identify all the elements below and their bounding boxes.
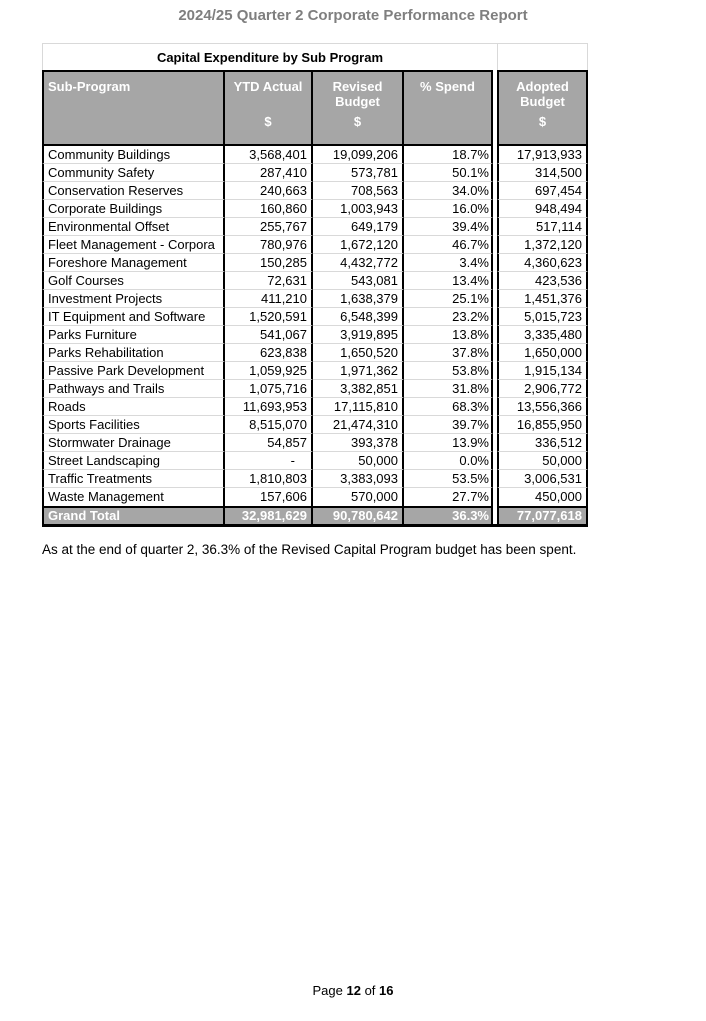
cell-sub-program: Passive Park Development <box>42 362 225 380</box>
cell-ytd-actual: 780,976 <box>225 236 313 254</box>
cell-sub-program: Community Buildings <box>42 146 225 164</box>
table-caption-row <box>42 43 588 70</box>
cell-revised-budget: 543,081 <box>313 272 404 290</box>
table-row <box>42 344 588 362</box>
table-caption-empty-cell <box>497 44 588 70</box>
table-caption: Capital Expenditure by Sub Program <box>42 44 497 70</box>
cell-revised-budget: 3,383,093 <box>313 470 404 488</box>
cell-revised-budget: 649,179 <box>313 218 404 236</box>
footer-of-word: of <box>364 983 376 998</box>
cell-revised-budget: 1,003,943 <box>313 200 404 218</box>
column-header-label: Adopted Budget <box>516 79 569 109</box>
table-row <box>42 218 588 236</box>
cell-sub-program: Environmental Offset <box>42 218 225 236</box>
column-unit: $ <box>353 114 362 129</box>
cell-pct-spend: 13.9% <box>404 434 493 452</box>
cell-adopted-budget: 16,855,950 <box>497 416 588 434</box>
footer-page-number: 12 <box>346 983 361 998</box>
cell-adopted-budget: 1,372,120 <box>497 236 588 254</box>
cell-sub-program: Investment Projects <box>42 290 225 308</box>
table-row <box>42 200 588 218</box>
cell-revised-budget: 19,099,206 <box>313 146 404 164</box>
cell-ytd-actual: - <box>225 452 313 470</box>
cell-revised-budget: 21,474,310 <box>313 416 404 434</box>
cell-adopted-budget: 1,915,134 <box>497 362 588 380</box>
cell-pct-spend: 3.4% <box>404 254 493 272</box>
cell-pct-spend: 34.0% <box>404 182 493 200</box>
cell-revised-budget: 573,781 <box>313 164 404 182</box>
column-header-label: Revised Budget <box>332 79 383 109</box>
table-row <box>42 254 588 272</box>
cell-ytd-actual: 160,860 <box>225 200 313 218</box>
table-row <box>42 182 588 200</box>
cell-ytd-actual: 157,606 <box>225 488 313 506</box>
cell-ytd-actual: 11,693,953 <box>225 398 313 416</box>
cell-sub-program: Foreshore Management <box>42 254 225 272</box>
cell-ytd-actual: 150,285 <box>225 254 313 272</box>
cell-pct-spend: 53.5% <box>404 470 493 488</box>
cell-revised-budget: 17,115,810 <box>313 398 404 416</box>
cell-sub-program: Golf Courses <box>42 272 225 290</box>
cell-ytd-actual: 54,857 <box>225 434 313 452</box>
cell-adopted-budget: 423,536 <box>497 272 588 290</box>
cell-pct-spend: 68.3% <box>404 398 493 416</box>
cell-sub-program: Parks Rehabilitation <box>42 344 225 362</box>
table-body <box>42 146 588 506</box>
cell-pct-spend: 18.7% <box>404 146 493 164</box>
column-unit: $ <box>264 114 272 129</box>
cell-adopted-budget: 50,000 <box>497 452 588 470</box>
table-row <box>42 164 588 182</box>
cell-sub-program: Corporate Buildings <box>42 200 225 218</box>
grand-total-pct-spend: 36.3% <box>404 506 493 527</box>
cell-ytd-actual: 8,515,070 <box>225 416 313 434</box>
cell-revised-budget: 708,563 <box>313 182 404 200</box>
cell-adopted-budget: 3,335,480 <box>497 326 588 344</box>
cell-sub-program: Street Landscaping <box>42 452 225 470</box>
cell-adopted-budget: 4,360,623 <box>497 254 588 272</box>
cell-ytd-actual: 3,568,401 <box>225 146 313 164</box>
cell-ytd-actual: 287,410 <box>225 164 313 182</box>
grand-total-row <box>42 506 588 527</box>
column-header-label: YTD Actual <box>233 79 303 94</box>
cell-pct-spend: 46.7% <box>404 236 493 254</box>
table-row <box>42 326 588 344</box>
cell-adopted-budget: 948,494 <box>497 200 588 218</box>
table-row <box>42 452 588 470</box>
cell-revised-budget: 1,971,362 <box>313 362 404 380</box>
table-row <box>42 236 588 254</box>
cell-sub-program: Stormwater Drainage <box>42 434 225 452</box>
column-unit: $ <box>538 114 547 129</box>
column-header-sub-program <box>42 70 225 146</box>
column-header-adopted-budget <box>497 70 588 146</box>
cell-ytd-actual: 72,631 <box>225 272 313 290</box>
grand-total-adopted-budget: 77,077,618 <box>497 506 588 527</box>
cell-ytd-actual: 1,810,803 <box>225 470 313 488</box>
cell-ytd-actual: 1,059,925 <box>225 362 313 380</box>
page-number-footer <box>0 983 706 998</box>
grand-total-label: Grand Total <box>42 506 225 527</box>
cell-pct-spend: 39.4% <box>404 218 493 236</box>
cell-sub-program: Roads <box>42 398 225 416</box>
cell-ytd-actual: 255,767 <box>225 218 313 236</box>
column-header-label: % Spend <box>420 79 475 94</box>
cell-sub-program: Pathways and Trails <box>42 380 225 398</box>
cell-adopted-budget: 2,906,772 <box>497 380 588 398</box>
cell-revised-budget: 1,650,520 <box>313 344 404 362</box>
table-row <box>42 434 588 452</box>
cell-pct-spend: 25.1% <box>404 290 493 308</box>
cell-sub-program: Parks Furniture <box>42 326 225 344</box>
table-row <box>42 488 588 506</box>
cell-revised-budget: 1,672,120 <box>313 236 404 254</box>
table-row <box>42 470 588 488</box>
grand-total-ytd-actual: 32,981,629 <box>225 506 313 527</box>
table-row <box>42 362 588 380</box>
cell-revised-budget: 570,000 <box>313 488 404 506</box>
cell-pct-spend: 0.0% <box>404 452 493 470</box>
cell-adopted-budget: 697,454 <box>497 182 588 200</box>
grand-total-revised-budget: 90,780,642 <box>313 506 404 527</box>
cell-adopted-budget: 17,913,933 <box>497 146 588 164</box>
cell-revised-budget: 3,919,895 <box>313 326 404 344</box>
cell-ytd-actual: 1,520,591 <box>225 308 313 326</box>
cell-adopted-budget: 1,650,000 <box>497 344 588 362</box>
cell-revised-budget: 3,382,851 <box>313 380 404 398</box>
table-row <box>42 146 588 164</box>
cell-adopted-budget: 5,015,723 <box>497 308 588 326</box>
footer-total-pages: 16 <box>379 983 394 998</box>
footer-page-word: Page <box>312 983 343 998</box>
cell-adopted-budget: 517,114 <box>497 218 588 236</box>
column-header-ytd-actual <box>225 70 313 146</box>
cell-sub-program: Community Safety <box>42 164 225 182</box>
cell-pct-spend: 39.7% <box>404 416 493 434</box>
cell-pct-spend: 53.8% <box>404 362 493 380</box>
cell-sub-program: Conservation Reserves <box>42 182 225 200</box>
table-header-row <box>42 70 588 146</box>
cell-sub-program: Traffic Treatments <box>42 470 225 488</box>
table-row <box>42 290 588 308</box>
column-header-pct-spend <box>404 70 493 146</box>
cell-ytd-actual: 411,210 <box>225 290 313 308</box>
cell-adopted-budget: 13,556,366 <box>497 398 588 416</box>
cell-adopted-budget: 336,512 <box>497 434 588 452</box>
column-header-label: Sub-Program <box>48 79 131 94</box>
column-header-revised-budget <box>313 70 404 146</box>
capital-expenditure-table <box>42 43 588 527</box>
table-row <box>42 398 588 416</box>
cell-pct-spend: 31.8% <box>404 380 493 398</box>
cell-sub-program: Waste Management <box>42 488 225 506</box>
cell-pct-spend: 50.1% <box>404 164 493 182</box>
cell-ytd-actual: 623,838 <box>225 344 313 362</box>
cell-pct-spend: 16.0% <box>404 200 493 218</box>
cell-revised-budget: 393,378 <box>313 434 404 452</box>
cell-sub-program: IT Equipment and Software <box>42 308 225 326</box>
summary-note: As at the end of quarter 2, 36.3% of the Revised Capital Program budget has been spent. <box>42 542 577 557</box>
cell-revised-budget: 4,432,772 <box>313 254 404 272</box>
cell-pct-spend: 13.4% <box>404 272 493 290</box>
cell-pct-spend: 37.8% <box>404 344 493 362</box>
table-row <box>42 380 588 398</box>
cell-pct-spend: 23.2% <box>404 308 493 326</box>
cell-adopted-budget: 450,000 <box>497 488 588 506</box>
cell-adopted-budget: 314,500 <box>497 164 588 182</box>
table-row <box>42 308 588 326</box>
cell-revised-budget: 1,638,379 <box>313 290 404 308</box>
table-row <box>42 272 588 290</box>
cell-ytd-actual: 1,075,716 <box>225 380 313 398</box>
cell-sub-program: Fleet Management - Corpora <box>42 236 225 254</box>
cell-revised-budget: 50,000 <box>313 452 404 470</box>
cell-sub-program: Sports Facilities <box>42 416 225 434</box>
cell-adopted-budget: 1,451,376 <box>497 290 588 308</box>
cell-ytd-actual: 240,663 <box>225 182 313 200</box>
cell-adopted-budget: 3,006,531 <box>497 470 588 488</box>
cell-ytd-actual: 541,067 <box>225 326 313 344</box>
cell-pct-spend: 13.8% <box>404 326 493 344</box>
table-row <box>42 416 588 434</box>
page-title: 2024/25 Quarter 2 Corporate Performance Report <box>178 7 528 24</box>
cell-pct-spend: 27.7% <box>404 488 493 506</box>
cell-revised-budget: 6,548,399 <box>313 308 404 326</box>
